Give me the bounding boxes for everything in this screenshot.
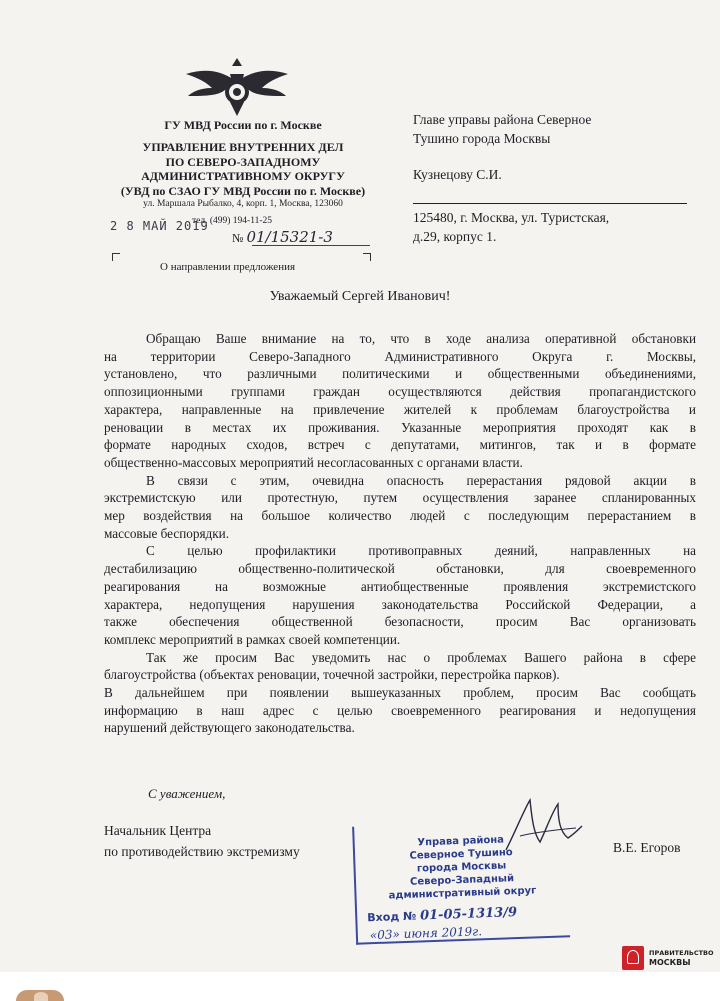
body-line: реновации в местах их проживания. Указанные мероприятия проходят как в: [104, 419, 696, 435]
body-line: мер воздействия на большое количество людей с последующим перерастанием в: [104, 508, 696, 524]
body-line: комплекс мероприятий в рамках своей компетенции.: [104, 631, 401, 647]
stamp-line: города Москвы: [416, 860, 507, 875]
stamp-line: Северное Тушино: [409, 847, 513, 862]
body-line: формате народных сходов, встреч с депутатами, митингов, так и в формате: [104, 437, 696, 453]
subject-corner-mark: [112, 253, 120, 261]
body-line: В связи с этим, очевидна опасность перерастания рядовой акции в: [146, 472, 696, 488]
sender-title-line: (УВД по СЗАО ГУ МВД России по г. Москве): [120, 183, 366, 198]
date-stamp: 2 8 МАЙ 2019: [110, 219, 209, 233]
moscow-government-wordmark: [649, 949, 714, 967]
stamp-date-year-prefix: 20: [441, 925, 458, 940]
subject-corner-mark: [363, 253, 371, 261]
recipient-name: Кузнецову С.И.: [413, 167, 502, 182]
sender-address: ул. Маршала Рыбалко, 4, корп. 1, Москва, 123060: [143, 199, 343, 209]
stamp-text: [361, 832, 563, 904]
body-line: на территории Северо-Западного Административного Округа г. Москвы,: [104, 348, 696, 364]
stamp-line: Управа района: [417, 834, 505, 849]
sender-block: [112, 118, 374, 210]
registration-number: [232, 228, 333, 246]
body-line: общественно-массовых мероприятий несогласованных с органами власти.: [104, 454, 523, 470]
registration-number-handwritten: 01/15321-3: [246, 228, 333, 246]
moscow-government-logo: [622, 946, 714, 970]
recipient-address: [413, 208, 609, 246]
stamp-date-month: июня: [403, 925, 439, 942]
closing-phrase: С уважением,: [148, 786, 226, 801]
recipient-line: Тушино города Москвы: [413, 130, 551, 146]
stamp-line: административный округ: [388, 885, 537, 902]
body-line: также обеспечения общественной безопасности, просим Вас организовать: [104, 614, 696, 630]
letter-body: [104, 330, 696, 737]
bottom-strip: [0, 972, 720, 1001]
signatory-name: В.Е. Егоров: [613, 840, 681, 855]
body-line: дестабилизацию общественно-политической обстановки, для своевременного: [104, 561, 696, 577]
sender-title-line: УПРАВЛЕНИЕ ВНУТРЕННИХ ДЕЛ: [142, 140, 344, 154]
stamp-date-year: 19г.: [456, 924, 483, 940]
stamp-incoming-value: 01-05-1313/9: [419, 905, 518, 924]
body-line: благоустройства (объектах реновации, точечной застройки, перестройка парков).: [104, 667, 560, 683]
logo-line-2: МОСКВЫ: [649, 958, 691, 967]
stamp-date-day: «03»: [369, 927, 401, 943]
moscow-government-badge-icon: [622, 946, 644, 970]
recipient-address-line: 125480, г. Москва, ул. Туристская,: [413, 210, 610, 225]
letter-subject: О направлении предложения: [160, 261, 296, 273]
body-line: Так же просим Вас уведомить нас о проблемах Вашего района в сфере: [146, 649, 696, 665]
signatory-title-line: Начальник Центра: [104, 823, 212, 838]
recipient-address-line: д.29, корпус 1.: [413, 229, 497, 244]
body-line: реагирования на возможные антиобщественные проявления экстремистского: [104, 578, 696, 594]
body-line: В дальнейшем при появлении вышеуказанных проблем, просим Вас сообщать: [104, 685, 696, 701]
sender-title-line: АДМИНИСТРАТИВНОМУ ОКРУГУ: [141, 169, 345, 183]
body-line: С целью профилактики противоправных деяний, направленных на: [146, 543, 696, 559]
registration-prefix: №: [232, 231, 244, 245]
body-line: массовые беспорядки.: [104, 525, 229, 541]
incoming-registration-stamp: [346, 811, 576, 947]
body-line: оппозиционными группами граждан осуществляются действия пропагандистского: [104, 384, 696, 400]
body-line: характера, направленные на привлечение жителей к проблемам благоустройства и: [104, 401, 696, 417]
stamp-line: Северо-Западный: [409, 873, 515, 888]
registration-underline: [252, 245, 370, 246]
logo-line-1: ПРАВИТЕЛЬСТВО: [649, 949, 714, 957]
sender-phone: тел. (499) 194-11-25: [192, 216, 273, 226]
mvd-eagle-emblem-icon: [182, 52, 292, 118]
salutation: Уважаемый Сергей Иванович!: [269, 289, 451, 304]
stamp-incoming-label: Вход №: [367, 909, 417, 925]
body-line: Обращаю Ваше внимание на то, что в ходе анализа оперативной обстановки: [146, 331, 696, 346]
body-line: характера, недопущения нарушения законодательства Российской Федерации, а: [104, 596, 696, 612]
body-line: экстремистскую или протестную, путем осуществления заранее спланированных: [104, 490, 696, 506]
recipient-block: [413, 111, 693, 148]
body-line: нарушений действующего законодательства.: [104, 720, 355, 736]
recipient-divider: [413, 203, 687, 204]
body-line: установлено, что различными политическими и общественными объединениями,: [104, 366, 696, 382]
sender-title-line: ПО СЕВЕРО-ЗАПАДНОМУ: [165, 154, 321, 169]
sender-org: ГУ МВД России по г. Москве: [164, 118, 322, 132]
signatory-title: [104, 820, 300, 862]
body-line: информацию в наш адрес с целью своевременного реагирования и недопущения: [104, 702, 696, 718]
avatar-thumbnail: [16, 990, 64, 1001]
recipient-line: Главе управы района Северное: [413, 112, 592, 127]
signatory-title-line: по противодействию экстремизму: [104, 844, 300, 859]
